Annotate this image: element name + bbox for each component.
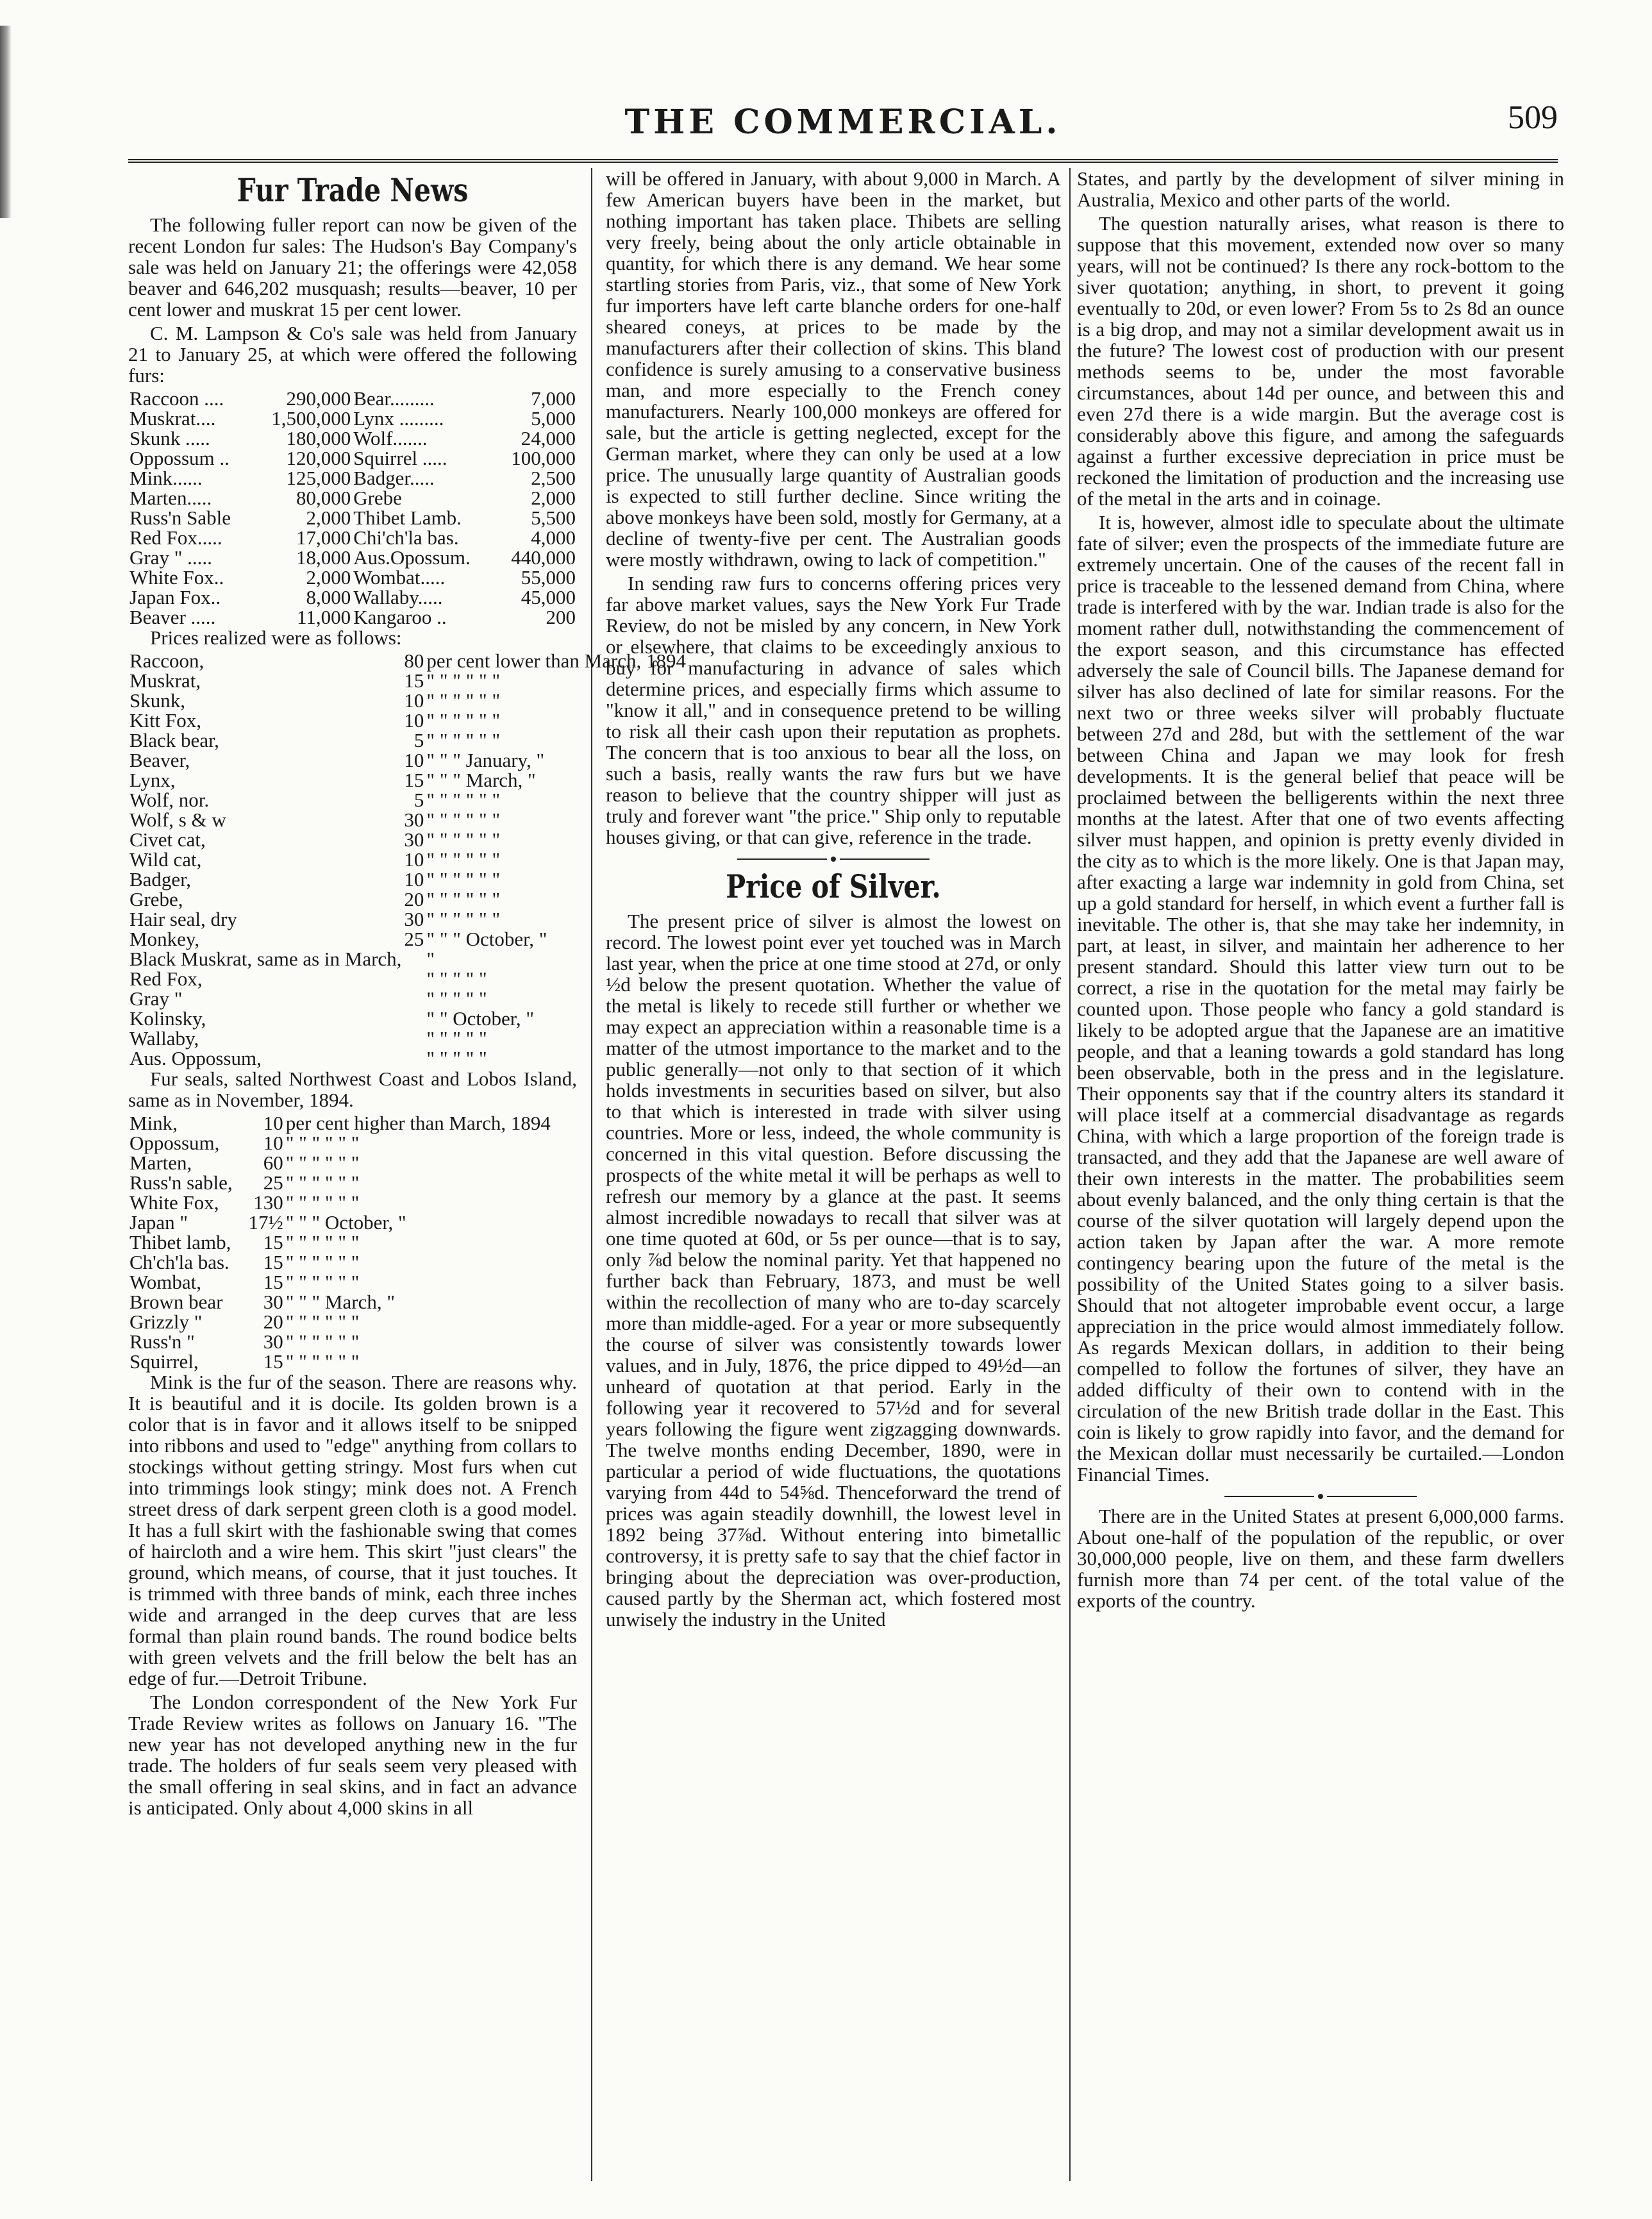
price-higher-row-cell: 130 (253, 1191, 283, 1214)
offering-row-cell: 18,000 (296, 546, 351, 569)
price-higher-row (128, 1113, 577, 1133)
sending-furs-paragraph: In sending raw furs to concerns offering prices very far above market values, says the New York Fur Trade Review, do not be misled by any concern, in New York or elsewhere, that claims to be exceedingly anxious to buy for manufacturing in advance of sales which determine prices, and especially firms which assume to "know it all," and in consequence pretend to be willing to risk all their cash upon their reputation as prophets. The concern that is too anxious to bear all the loss, on such a basis, really wants the raw furs but we have reason to believe that the country shipper will just as truly and forever want "the price." Ship only to reputable houses giving, or that can give, reference in the trade. (606, 572, 1061, 848)
price-lower-row-cell: " " " January, " (426, 749, 545, 771)
price-lower-row (128, 909, 687, 929)
price-higher-row-cell: " " " " " " (285, 1350, 360, 1373)
price-lower-row (128, 750, 687, 770)
offering-row-cell: Japan Fox.. (129, 586, 221, 608)
fur-seals-note: Fur seals, salted Northwest Coast and Lobos Island, same as in November, 1894. (128, 1068, 577, 1111)
offering-row (128, 607, 577, 627)
price-higher-row-cell: 60 (263, 1151, 283, 1174)
offering-row (128, 567, 577, 587)
fur-news-headline: Fur Trade News (237, 171, 469, 209)
price-lower-row-cell: Muskrat, (129, 669, 201, 692)
price-higher-row-cell: 20 (263, 1310, 283, 1333)
mink-paragraph: Mink is the fur of the season. There are reasons why. It is beautiful and it is docile. Its golden brown is a color that is in favor and it allows itself to be snipped into ribbons and used to "edge" anything from collars to stockings without getting stringy. Most furs when cut into trimmings look stingy; mink does not. A French street dress of dark serpent green cloth is a good model. It has a full skirt with the fashionable swing that comes of haircloth and a wire hem. This skirt "just clears" the ground, which means, of course, that it just touches. It is trimmed with three bands of mink, each three inches wide and arranged in the deep curves that are less formal than plain round bands. The round bodice belts with green velvets and the frill below the belt has an edge of fur.—Detroit Tribune. (128, 1371, 577, 1689)
price-lower-row (128, 929, 687, 949)
price-lower-row (128, 691, 687, 710)
price-lower-row-cell: Skunk, (129, 689, 185, 712)
price-higher-row (128, 1212, 577, 1232)
fur-news-paragraph: C. M. Lampson & Co's sale was held from January 21 to January 25, at which were offered the following furs: (128, 322, 577, 387)
price-lower-row-cell: " (426, 948, 435, 970)
price-lower-row-cell: " " " " " " (426, 908, 501, 930)
offering-row-cell: Chi'ch'la bas. (353, 526, 459, 549)
price-higher-row-cell: 10 (263, 1112, 283, 1134)
price-lower-row-cell: Kitt Fox, (129, 709, 201, 732)
price-higher-row (128, 1352, 577, 1371)
price-higher-row-cell: 15 (263, 1251, 283, 1273)
price-higher-row-cell: Japan " (129, 1211, 188, 1234)
offering-row-cell: 1,500,000 (271, 407, 351, 430)
price-higher-row-cell: " " " " " " (285, 1330, 360, 1353)
column-2 (606, 168, 1061, 1632)
price-lower-row-cell: Black Muskrat, same as in March, (129, 948, 402, 970)
offering-row-cell: 5,500 (531, 507, 576, 529)
price-lower-row-cell: " " " " " " (426, 689, 501, 712)
column-rule (591, 168, 592, 2181)
price-lower-row-cell: Aus. Oppossum, (129, 1047, 262, 1069)
price-higher-row (128, 1272, 577, 1292)
price-higher-row-cell: " " " " " " (285, 1310, 360, 1333)
offering-row-cell: 100,000 (511, 447, 576, 469)
offering-row-cell: 11,000 (297, 606, 351, 628)
price-lower-row-cell: 30 (404, 908, 424, 930)
offering-row-cell: 45,000 (521, 586, 576, 608)
price-higher-row (128, 1173, 577, 1193)
price-lower-row-cell: 5 (413, 789, 424, 811)
offering-row (128, 528, 577, 548)
price-higher-row-cell: White Fox, (129, 1191, 219, 1214)
offering-row-cell: Muskrat.... (129, 407, 216, 430)
offering-row-cell: 2,500 (531, 467, 576, 489)
price-lower-row-cell: Gray " (129, 987, 183, 1010)
price-higher-row (128, 1312, 577, 1332)
price-higher-row-cell: 30 (263, 1291, 283, 1313)
offering-row-cell: 24,000 (521, 427, 576, 449)
price-lower-row-cell: Lynx, (129, 769, 176, 791)
offering-row-cell: 200 (546, 606, 576, 628)
price-lower-row (128, 730, 687, 750)
offering-row-cell: Kangaroo .. (353, 606, 447, 628)
price-lower-row (128, 1009, 687, 1028)
offering-row-cell: 2,000 (306, 507, 351, 529)
price-lower-row-cell: Hair seal, dry (129, 908, 237, 930)
price-lower-row-cell: Black bear, (129, 729, 219, 751)
offering-row (128, 428, 577, 448)
offering-row-cell: 17,000 (296, 526, 351, 549)
price-lower-row-cell: Wild cat, (129, 848, 202, 871)
offering-row-cell: 180,000 (286, 427, 351, 449)
price-higher-row-cell: " " " " " " (285, 1132, 360, 1154)
offering-row-cell: 2,000 (531, 487, 576, 509)
masthead (128, 99, 1558, 147)
price-higher-row (128, 1193, 577, 1212)
offering-row (128, 587, 577, 607)
price-lower-row-cell: 30 (404, 808, 424, 831)
offering-row-cell: 80,000 (296, 487, 351, 509)
price-lower-row-cell: " " " " " " (426, 808, 501, 831)
price-lower-row (128, 671, 687, 691)
offering-row-cell: Beaver ..... (129, 606, 216, 628)
price-higher-row-cell: Brown bear (129, 1291, 223, 1313)
price-lower-row-cell: Kolinsky, (129, 1007, 206, 1030)
offering-row-cell: 440,000 (511, 546, 576, 569)
offering-row (128, 488, 577, 508)
price-lower-row-cell: 20 (404, 888, 424, 910)
price-higher-row (128, 1133, 577, 1153)
price-lower-row-cell: 5 (413, 729, 424, 751)
price-lower-row-cell: 15 (404, 669, 424, 692)
price-lower-row-cell: " " " " " (426, 967, 487, 990)
offering-row-cell: 4,000 (531, 526, 576, 549)
price-higher-row-cell: 25 (263, 1171, 283, 1194)
price-higher-row-cell: 30 (263, 1330, 283, 1353)
offering-row (128, 508, 577, 528)
price-lower-row-cell: Badger, (129, 868, 192, 891)
price-lower-row-cell (403, 989, 425, 1009)
price-lower-row-cell: 25 (404, 928, 424, 950)
offering-row-cell: Red Fox..... (129, 526, 222, 549)
price-lower-row-cell: 10 (404, 709, 424, 732)
price-higher-row-cell: " " " " " " (285, 1191, 360, 1214)
price-lower-row-cell: " " " " " (426, 1047, 487, 1069)
offering-row-cell: 5,000 (531, 407, 576, 430)
price-lower-row-cell: " " " " " " (426, 868, 501, 891)
price-lower-row (128, 810, 687, 830)
price-lower-row (128, 850, 687, 869)
price-higher-row-cell: " " " March, " (285, 1291, 395, 1313)
price-lower-row-cell: Beaver, (129, 749, 190, 771)
offering-row-cell: Raccoon .... (129, 387, 224, 410)
price-lower-row-cell: " " " " " (426, 1027, 487, 1050)
offering-row-cell: Squirrel ..... (353, 447, 447, 469)
price-higher-row (128, 1332, 577, 1352)
price-lower-row-cell (403, 949, 425, 969)
offering-row-cell: 125,000 (286, 467, 351, 489)
offering-row-cell: Mink...... (129, 467, 203, 489)
price-higher-row-cell: " " " " " " (285, 1271, 360, 1293)
price-lower-row (128, 989, 687, 1009)
price-lower-row-cell: 10 (404, 689, 424, 712)
offering-row-cell: 290,000 (286, 387, 351, 410)
price-lower-row (128, 770, 687, 790)
offering-row-cell: Badger..... (353, 467, 435, 489)
price-lower-row-cell: " " " March, " (426, 769, 536, 791)
price-higher-row-cell: 17½ (248, 1211, 283, 1234)
price-higher-row (128, 1232, 577, 1252)
price-higher-row-cell: Thibet lamb, (129, 1231, 231, 1253)
price-higher-row-cell: " " " " " " (285, 1171, 360, 1194)
price-lower-row-cell: 10 (404, 848, 424, 871)
price-lower-row-cell (403, 1028, 425, 1048)
offering-row-cell: 8,000 (306, 586, 351, 608)
price-lower-row (128, 651, 687, 671)
price-higher-row-cell: " " " " " " (285, 1231, 360, 1253)
price-lower-row-cell: " " " " " " (426, 789, 501, 811)
price-higher-row-cell: Squirrel, (129, 1350, 199, 1373)
price-higher-row-cell: Russ'n sable, (129, 1171, 233, 1194)
offering-row-cell: White Fox.. (129, 566, 224, 589)
offering-row-cell: Grebe (353, 487, 402, 509)
offering-row (128, 468, 577, 488)
price-lower-row-cell: Wallaby, (129, 1027, 199, 1050)
price-lower-row-cell: " " " " " " (426, 848, 501, 871)
offering-row-cell: Thibet Lamb. (353, 507, 462, 529)
price-lower-row-cell: " " " " " " (426, 669, 501, 692)
offering-row-cell: Bear......... (353, 387, 435, 410)
price-lower-row-cell (403, 1048, 425, 1068)
prices-higher-table (128, 1113, 577, 1371)
price-lower-row (128, 1048, 687, 1068)
price-lower-row (128, 869, 687, 889)
price-lower-row-cell: " " October, " (426, 1007, 534, 1030)
prices-intro: Prices realized were as follows: (150, 626, 402, 649)
price-higher-row-cell: " " " " " " (285, 1151, 360, 1174)
offering-row-cell: Wallaby..... (353, 586, 443, 608)
offering-row-cell: Skunk ..... (129, 427, 210, 449)
price-lower-row-cell: Wolf, s & w (129, 808, 226, 831)
price-higher-row (128, 1252, 577, 1272)
offerings-table (128, 389, 577, 627)
price-higher-row-cell: Marten, (129, 1151, 192, 1174)
price-lower-row-cell (403, 1009, 425, 1028)
price-higher-row (128, 1292, 577, 1312)
price-higher-row-cell: " " " " " " (285, 1251, 360, 1273)
price-higher-row-cell: Oppossum, (129, 1132, 220, 1154)
offering-row (128, 548, 577, 567)
price-lower-row-cell: " " " " " " (426, 709, 501, 732)
price-lower-row (128, 790, 687, 810)
prices-lower-table (128, 651, 687, 1068)
price-lower-row (128, 710, 687, 730)
column-3 (1077, 168, 1564, 1614)
new-york-review-paragraph: The London correspondent of the New York Fur Trade Review writes as follows on January 16. "The new year has not developed anything new in the fur trade. The holders of fur seals seem very pleased with the small offering in seal skins, and in fact an advance is anticipated. Only about 4,000 skins in all (128, 1691, 577, 1819)
price-lower-row-cell: Raccoon, (129, 649, 204, 672)
price-lower-row-cell: " " " " " " (426, 729, 501, 751)
offering-row-cell: Oppossum .. (129, 447, 229, 469)
offering-row-cell: Gray " ..... (129, 546, 212, 569)
page-number: 509 (1508, 99, 1558, 136)
silver-paragraph-continued: States, and partly by the development of silver mining in Australia, Mexico and other parts of the world. (1077, 167, 1564, 211)
price-lower-row-cell: " " " " " (426, 987, 487, 1010)
price-lower-row-cell: Civet cat, (129, 828, 206, 851)
price-lower-row (128, 949, 687, 969)
price-lower-row-cell: 15 (404, 769, 424, 791)
price-higher-row-cell: 15 (263, 1231, 283, 1253)
masthead-rule (128, 159, 1558, 163)
price-higher-row-cell: 10 (263, 1132, 283, 1154)
price-lower-row-cell: Grebe, (129, 888, 183, 910)
newspaper-title: THE COMMERCIAL. (624, 103, 1062, 142)
price-higher-row-cell: 15 (263, 1271, 283, 1293)
fur-news-paragraph: The following fuller report can now be given of the recent London fur sales: The Hudson's Bay Company's sale was held on January 21; the offerings were 42,058 beaver and 646,202 musquash; results—beaver, 10 per cent lower and muskrat 15 per cent lower. (128, 214, 577, 321)
silver-paragraph: The present price of silver is almost the lowest on record. The lowest point ever yet touched was in March last year, when the price at one time stood at 27d, or only ½d below the present quotation. Whether the value of the metal is likely to recede still further or whether we may expect an appreciation within a reasonable time is a matter of the utmost importance to the market and to the public generally—not only to that section of it which holds investments in securities based on silver, but also to that which is interested in trade with silver using countries. More or less, indeed, the whole community is concerned in this vital question. Before discussing the prospects of the white metal it will be perhaps as well to refresh our memory by a glance at the past. It seems almost incredible nowadays to recall that silver was at one time quoted at 60d, or 5s per ounce—that is to say, only ⅞d below the nominal parity. Yet that happened no further back than February, 1873, and must be well within the recollection of many who are to-day scarcely more than middle-aged. For a year or more subsequently the course of silver was consistently towards lower values, and in July, 1876, the price dipped to 49½d—an unheard of quotation at that period. Early in the following year it recovered to 57½d and for several years following the figure went zigzagging downwards. The twelve months ending December, 1890, were in particular a period of wide fluctuations, the quotations varying from 44d to 54⅝d. Thenceforward the trend of prices was again steadily downhill, the lowest level in 1892 being 37⅞d. Without entering into bimetallic controversy, it is pretty safe to say that the chief factor in bringing about the depreciation was over-production, caused partly by the Sherman act, which fostered most unwisely the industry in the United (606, 910, 1061, 1630)
price-lower-row-cell: " " " " " " (426, 888, 501, 910)
column-1 (128, 168, 686, 1821)
price-higher-row-cell: 15 (263, 1350, 283, 1373)
price-higher-row-cell: per cent higher than March, 1894 (285, 1112, 551, 1134)
price-higher-row-cell: Mink, (129, 1112, 178, 1134)
price-lower-row-cell: Monkey, (129, 928, 200, 950)
offering-row-cell: 55,000 (521, 566, 576, 589)
offering-row (128, 448, 577, 468)
price-lower-row-cell: 80 (404, 649, 424, 672)
silver-headline: Price of Silver. (726, 867, 941, 905)
offering-row-cell: Marten..... (129, 487, 212, 509)
price-higher-row-cell: Ch'ch'la bas. (129, 1251, 229, 1273)
price-higher-row-cell: Wombat, (129, 1271, 202, 1293)
price-lower-row-cell: " " " October, " (426, 928, 547, 950)
offering-row-cell: Aus.Opossum. (353, 546, 471, 569)
price-lower-row-cell: 10 (404, 868, 424, 891)
price-lower-row-cell: Red Fox, (129, 967, 203, 990)
offering-row-cell: 2,000 (306, 566, 351, 589)
offering-row-cell: Russ'n Sable (129, 507, 231, 529)
offering-row-cell: Lynx ......... (353, 407, 444, 430)
price-lower-row-cell: 10 (404, 749, 424, 771)
silver-paragraph: The question naturally arises, what reason is there to suppose that this movement, extended now over so many years, will not be continued? Is there any rock-bottom to the siver quotation; anything, in short, to prevent it going eventually to 20d, or even lower? From 5s to 2s 8d an ounce is a big drop, and may not a similar development await us in the future? The lowest cost of production with our present methods seems to be, under the most favorable circumstances, about 14d per ounce, and between this and even 27d there is a wide margin. But the average cost is considerably above this figure, and among the safeguards against a further excessive depreciation in price must be reckoned the limitation of production and the increasing use of the metal in the arts and in coinage. (1077, 212, 1564, 510)
section-divider (1077, 1494, 1564, 1499)
price-higher-row-cell: Russ'n " (129, 1330, 195, 1353)
price-lower-row-cell: per cent lower than March, 1894 (426, 649, 686, 672)
price-higher-row (128, 1153, 577, 1173)
price-lower-row-cell: " " " " " " (426, 828, 501, 851)
price-lower-row (128, 1028, 687, 1048)
price-lower-row-cell (403, 969, 425, 989)
price-lower-row-cell: Wolf, nor. (129, 789, 210, 811)
offering-row-cell: Wombat..... (353, 566, 446, 589)
offering-row-cell: Wolf....... (353, 427, 428, 449)
scan-edge (0, 26, 12, 218)
price-lower-row (128, 969, 687, 989)
offering-row (128, 408, 577, 428)
offering-row-cell: 7,000 (531, 387, 576, 410)
offering-row (128, 389, 577, 408)
price-lower-row (128, 889, 687, 909)
price-higher-row-cell: " " " October, " (285, 1211, 406, 1234)
new-york-review-continued: will be offered in January, with about 9,000 in March. A few American buyers have been in the market, but nothing important has taken place. Thibets are selling very freely, being about the only article obtainable in quantity, for which there is any demand. We hear some startling stories from Paris, viz., that some of New York fur importers have left carte blanche orders for one-half sheared coneys, at prices to be made by the manufacturers after their collection of skins. This bland confidence is surely amusing to a conservative business man, and more especially to the French coney manufacturers. Nearly 100,000 monkeys are offered for sale, but the article is getting neglected, except for the German market, where they can only be used at a low price. The unusually large quantity of Australian goods is expected to still further decline. Since writing the above monkeys have been sold, mostly for Germany, at a decline of twenty-five per cent. The Australian goods were mostly withdrawn, owing to lack of competition." (606, 167, 1061, 571)
section-divider (606, 857, 1061, 862)
offering-row-cell: 120,000 (286, 447, 351, 469)
column-rule (1069, 168, 1071, 2181)
price-lower-row (128, 830, 687, 850)
farms-paragraph: There are in the United States at present 6,000,000 farms. About one-half of the population of the republic, or over 30,000,000 people, live on them, and these farm dwellers furnish more than 74 per cent. of the total value of the exports of the country. (1077, 1505, 1564, 1612)
price-higher-row-cell: Grizzly " (129, 1310, 203, 1333)
silver-paragraph: It is, however, almost idle to speculate about the ultimate fate of silver; even the prospects of the immediate future are extremely uncertain. One of the causes of the recent fall in price is traceable to the lessened demand from China, where trade is interfered with by the war. Indian trade is also for the moment rather dull, notwithstanding the commencement of the export season, and this circumstance has effected adversely the sale of Council bills. The Japanese demand for silver has also declined of late for similar reasons. For the next two or three weeks silver will probably fluctuate between 27d and 28d, but with the settlement of the war between China and Japan we may look for fresh developments. It is the general belief that peace will be proclaimed between the belligerents within the next three months at the latest. After that one of two events affecting silver must happen, and opinion is pretty evenly divided in the city as to which is the more likely. One is that Japan may, after exacting a large war indemnity in gold from China, set up a gold standard for herself, in which event a further fall is inevitable. The other is, that she may take her indemnity, in part, at least, in silver, and maintain her adherence to her present standard. Should this latter view turn out to be correct, a rise in the quotation for the metal may fairly be counted upon. Those people who fancy a gold standard is likely to be adopted argue that the Japanese are an imatitive people, and that a leaning towards a gold standard has long been observable, both in the press and in the legislature. Their opponents say that if the country alters its standard it will place itself at a commercial disadvantage as regards China, with which a large proportion of the foreign trade is transacted, and they add that the Japanese are well aware of their own interests in the matter. The probabilities seem about evenly balanced, and the only thing certain is that the course of the silver quotation will largely depend upon the action taken by Japan after the war. A more remote contingency bearing upon the future of the metal is the possibility of the United States going to a silver basis. Should that not altogeter improbable event occur, a large appreciation in the price would almost immediately follow. As regards Mexican dollars, in addition to their being compelled to follow the fortunes of silver, they have an added difficulty of their own to contend with in the circulation of the new British trade dollar in the East. This coin is likely to grow rapidly into favor, and the demand for the Mexican dollar must necessarily be curtailed.—London Financial Times. (1077, 511, 1564, 1486)
price-lower-row-cell: 30 (404, 828, 424, 851)
